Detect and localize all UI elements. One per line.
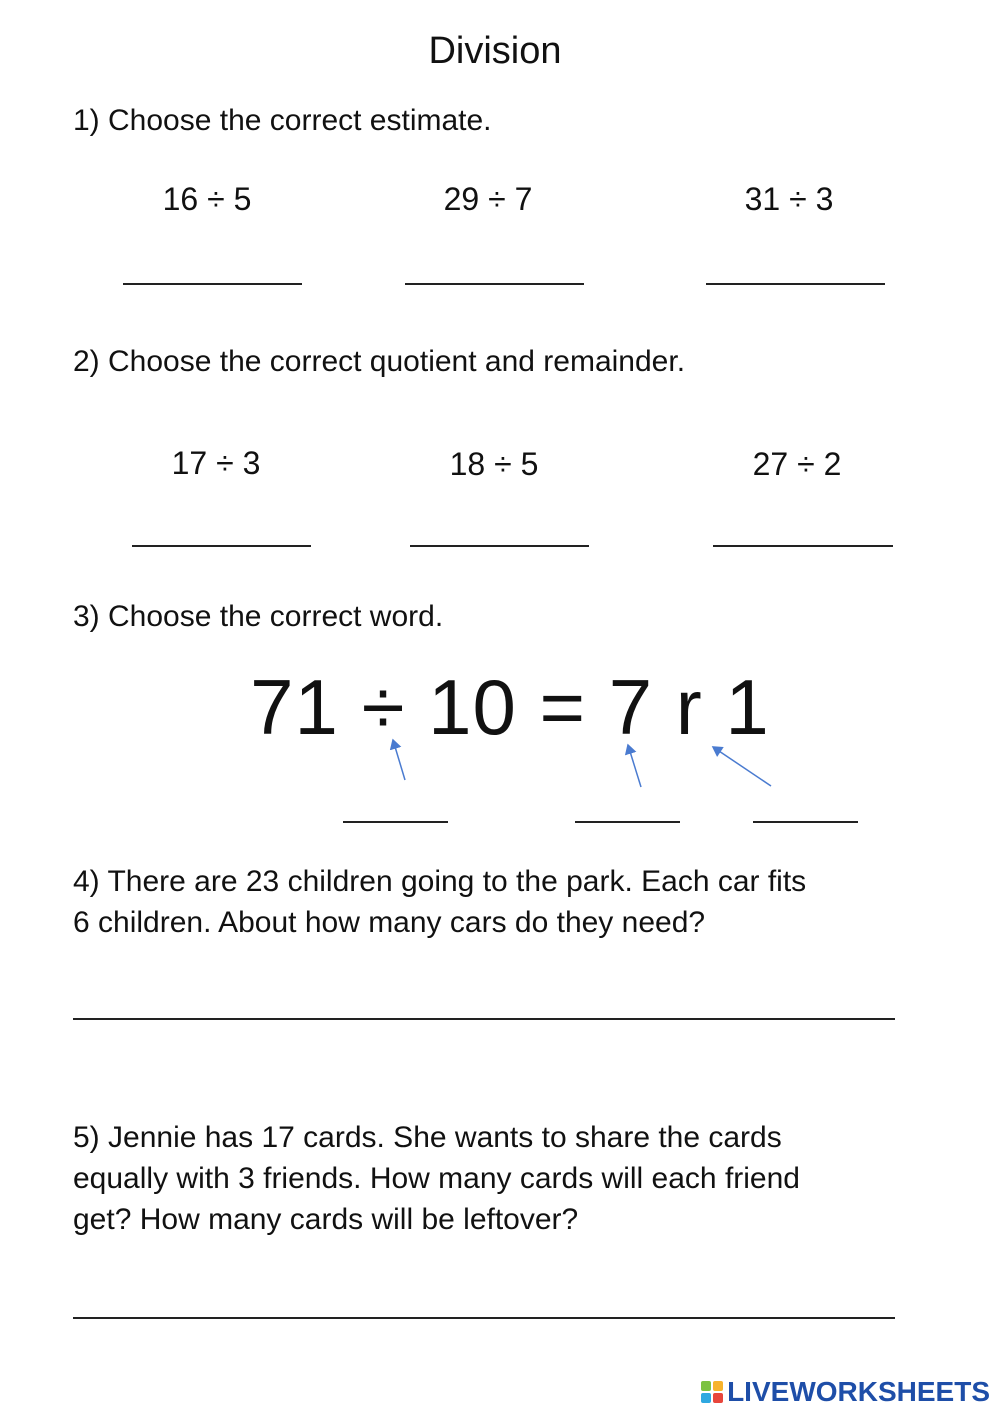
q1-problem-2: 29 ÷ 7 (443, 181, 533, 217)
q4-answer-blank[interactable] (73, 1018, 895, 1020)
question-3-prompt: 3) Choose the correct word. (73, 600, 444, 633)
arrow-to-dividend-sign (393, 740, 405, 780)
question-4-line-1: 4) There are 23 children going to the park. Each car fits (73, 865, 807, 898)
question-2-prompt: 2) Choose the correct quotient and remainder. (73, 345, 686, 378)
logo-squares-icon (701, 1381, 723, 1403)
q2-problem-1: 17 ÷ 3 (171, 445, 261, 481)
page-title: Division (428, 30, 562, 72)
division-equation: 71 ÷ 10 = 7 r 1 (250, 663, 770, 751)
question-5-line-3: get? How many cards will be leftover? (73, 1203, 579, 1236)
q3-answer-blank-3[interactable] (753, 821, 858, 823)
question-5-text (73, 1117, 800, 1240)
q2-problem-3: 27 ÷ 2 (752, 446, 842, 482)
question-4-line-2: 6 children. About how many cars do they need? (73, 906, 706, 939)
question-1-prompt: 1) Choose the correct estimate. (73, 104, 492, 137)
q2-problem-2: 18 ÷ 5 (449, 446, 539, 482)
question-5-line-2: equally with 3 friends. How many cards will each friend (73, 1162, 800, 1195)
arrow-to-remainder (713, 747, 771, 786)
q3-answer-blank-1[interactable] (343, 821, 448, 823)
arrow-to-quotient (628, 745, 641, 787)
question-4-text (73, 861, 806, 943)
question-5-line-1: 5) Jennie has 17 cards. She wants to share the cards (73, 1121, 782, 1154)
q1-problem-3: 31 ÷ 3 (744, 181, 834, 217)
logo-text: LIVEWORKSHEETS (727, 1376, 990, 1407)
q3-answer-blank-2[interactable] (575, 821, 680, 823)
liveworksheets-logo (701, 1376, 990, 1408)
q5-answer-blank[interactable] (73, 1317, 895, 1319)
q1-problem-1: 16 ÷ 5 (162, 181, 252, 217)
